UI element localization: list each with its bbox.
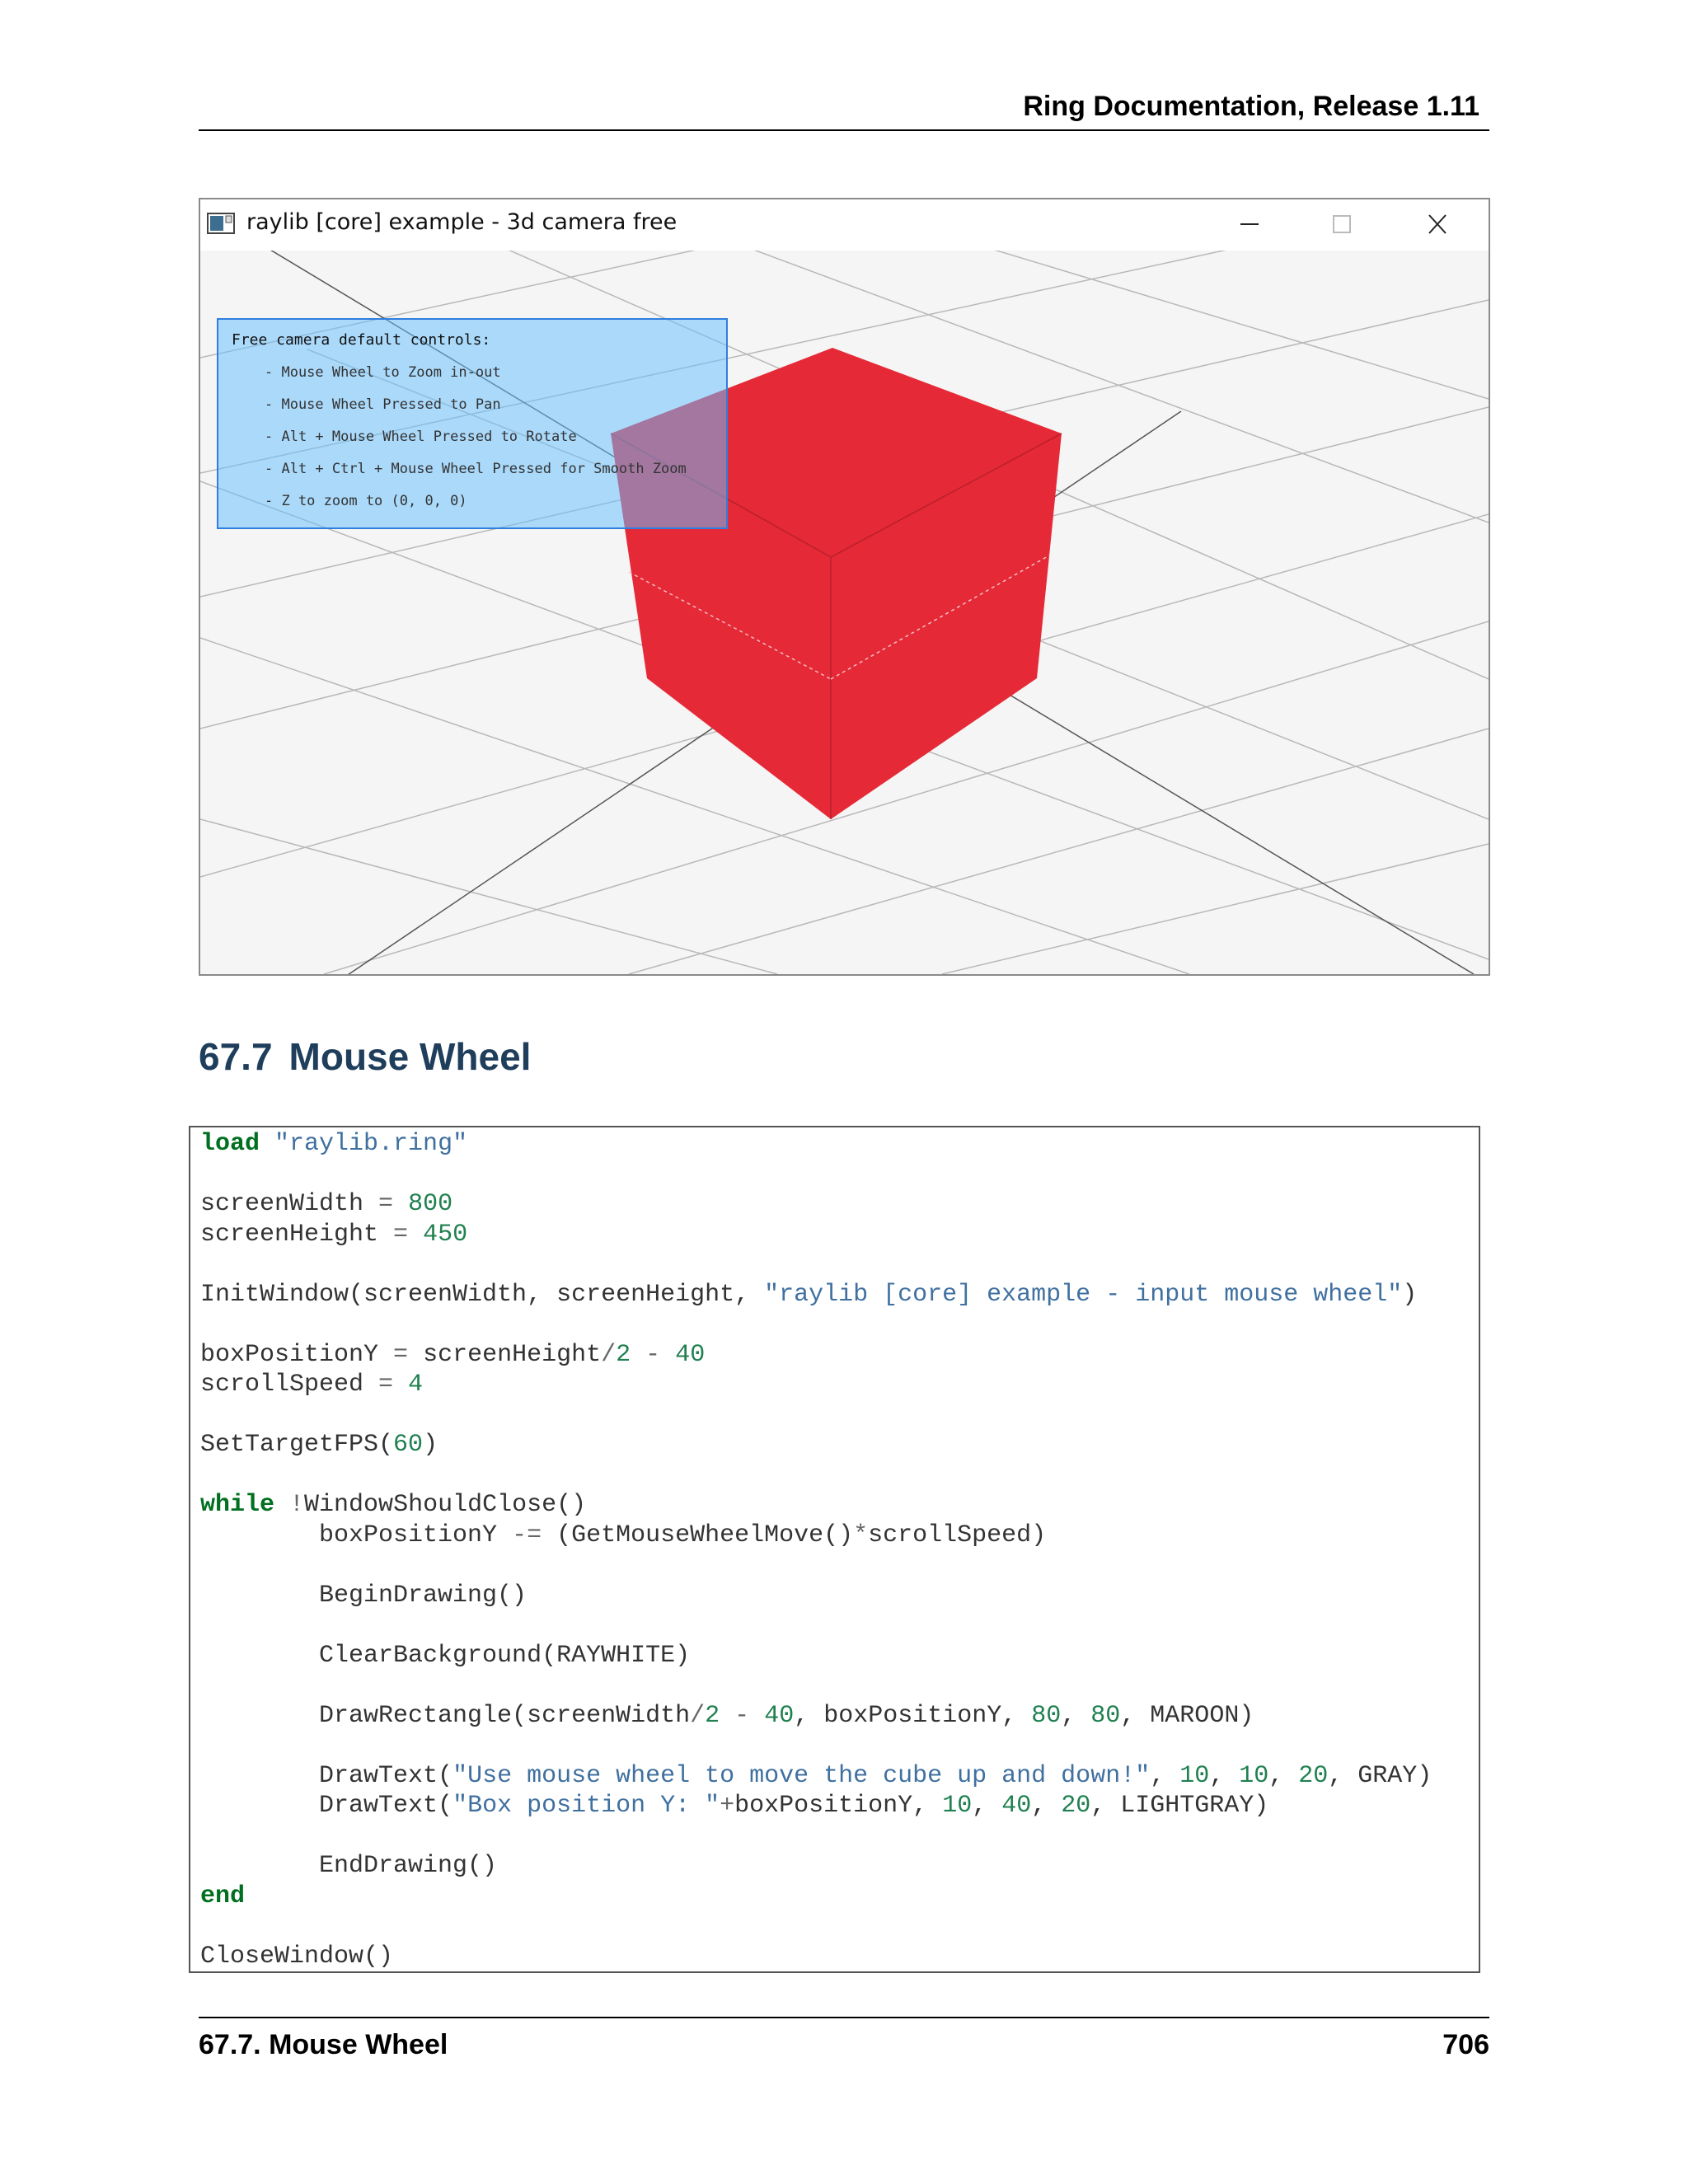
code-block	[189, 1126, 1480, 1973]
app-window-icon	[207, 213, 235, 234]
page-number: 706	[1442, 2029, 1489, 2060]
control-item: - Mouse Wheel Pressed to Pan	[265, 396, 501, 413]
control-item: - Z to zoom to (0, 0, 0)	[265, 493, 467, 509]
code-line: end	[200, 1882, 246, 1910]
running-header: Ring Documentation, Release 1.11	[1023, 91, 1479, 122]
screenshot-window	[199, 198, 1490, 976]
section-heading	[199, 1034, 531, 1079]
header-rule	[199, 129, 1489, 131]
camera-controls-panel	[217, 318, 728, 529]
code-line: DrawRectangle(screenWidth/2 - 40, boxPositionY, 80, 80, MAROON)	[200, 1701, 1254, 1730]
window-title: raylib [core] example - 3d camera free	[246, 209, 678, 235]
code-line: ClearBackground(RAYWHITE)	[200, 1641, 691, 1670]
code-line: boxPositionY -= (GetMouseWheelMove()*scrollSpeed)	[200, 1521, 1047, 1549]
footer-section: 67.7. Mouse Wheel	[199, 2029, 448, 2060]
code-line: SetTargetFPS(60)	[200, 1431, 438, 1459]
section-title-text: Mouse Wheel	[288, 1035, 532, 1078]
code-line: CloseWindow()	[200, 1942, 394, 1971]
code-line: boxPositionY = screenHeight/2 - 40	[200, 1340, 706, 1369]
maximize-icon[interactable]	[1317, 206, 1367, 242]
minimize-icon[interactable]	[1225, 206, 1274, 242]
close-icon[interactable]	[1413, 206, 1462, 242]
controls-title: Free camera default controls:	[232, 331, 491, 349]
window-titlebar	[200, 199, 1489, 251]
footer-rule	[199, 2017, 1489, 2018]
control-item: - Alt + Mouse Wheel Pressed to Rotate	[265, 429, 577, 445]
code-line: screenWidth = 800	[200, 1190, 453, 1218]
code-line: screenHeight = 450	[200, 1220, 468, 1249]
code-line: DrawText("Use mouse wheel to move the cube up and down!", 10, 10, 20, GRAY)	[200, 1761, 1432, 1790]
control-item: - Alt + Ctrl + Mouse Wheel Pressed for Smooth Zoom	[265, 461, 687, 477]
section-number: 67.7	[199, 1035, 273, 1078]
code-line: DrawText("Box position Y: "+boxPositionY, 10, 40, 20, LIGHTGRAY)	[200, 1792, 1269, 1820]
code-line: scrollSpeed = 4	[200, 1371, 424, 1399]
code-line: InitWindow(screenWidth, screenHeight, "raylib [core] example - input mouse wheel")	[200, 1280, 1418, 1309]
code-line: EndDrawing()	[200, 1852, 498, 1880]
3d-viewport[interactable]	[200, 251, 1489, 974]
code-listing	[200, 1129, 1432, 1971]
code-line: BeginDrawing()	[200, 1581, 528, 1610]
code-line: while !WindowShouldClose()	[200, 1491, 587, 1519]
control-item: - Mouse Wheel to Zoom in-out	[265, 364, 501, 381]
code-line: load "raylib.ring"	[200, 1130, 468, 1158]
